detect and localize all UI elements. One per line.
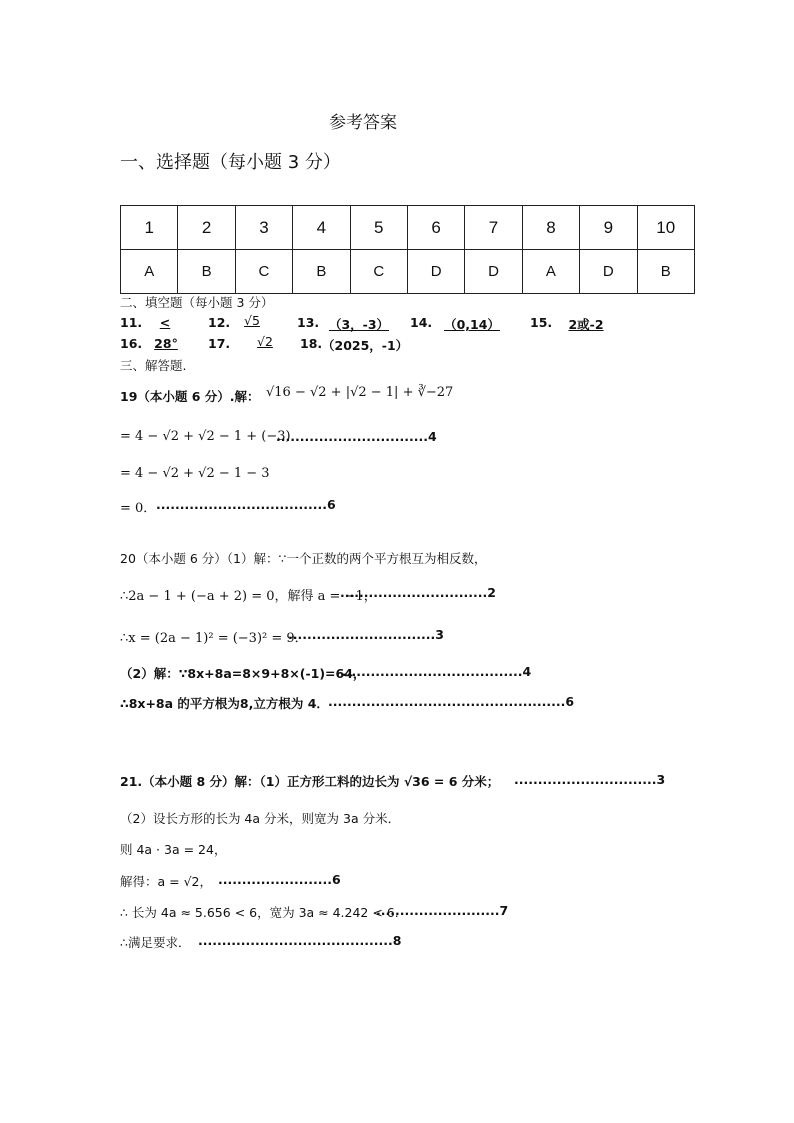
q-number: 10 <box>637 206 694 250</box>
q19-expression: √16 − √2 + |√2 − 1| + ∛−27 <box>266 385 454 400</box>
q16-answer: 28° <box>154 336 178 351</box>
q21-step2: 则 4a · 3a = 24， <box>120 842 227 857</box>
q-number: 5 <box>350 206 407 250</box>
answer-table <box>120 205 695 294</box>
q20-step2-points: ...............................3 <box>288 627 444 642</box>
q-number: 9 <box>580 206 637 250</box>
q11-answer: < <box>159 315 171 330</box>
q20-heading: 20（本小题 6 分）（1）解：∵一个正数的两个平方根互为相反数， <box>120 551 487 566</box>
q19-step1: = 4 − √2 + √2 − 1 + (−3) <box>120 429 291 444</box>
q19-step2: = 4 − √2 + √2 − 1 − 3 <box>120 466 270 481</box>
q-number: 2 <box>178 206 235 250</box>
q17-answer: √2 <box>257 334 273 349</box>
q20-step1: ∴2a − 1 + (−a + 2) = 0，解得 a = −1， <box>120 589 377 604</box>
q21-step1: （2）设长方形的长为 4a 分米，则宽为 3a 分米． <box>120 811 401 826</box>
q-answer: B <box>178 250 235 294</box>
q21-conclusion-points: .........................................8 <box>198 933 402 948</box>
q-answer: D <box>465 250 522 294</box>
q14-answer: （0,14） <box>444 317 500 332</box>
page-title: 参考答案 <box>329 113 397 133</box>
q-answer: C <box>235 250 292 294</box>
q19-step3: = 0． <box>120 501 157 516</box>
q21-step4: ∴ 长为 4a ≈ 5.656 < 6，宽为 3a ≈ 4.242 < 6. <box>120 905 399 920</box>
answer-table-number-row <box>121 206 695 250</box>
q-answer: B <box>293 250 350 294</box>
q17-number: 17. <box>208 336 231 351</box>
q21-step3: 解得：a = √2， <box>120 874 212 889</box>
q-answer: A <box>522 250 579 294</box>
q19-heading: 19（本小题 6 分）.解： <box>120 389 260 404</box>
q12-number: 12. <box>208 315 231 330</box>
q-number: 4 <box>293 206 350 250</box>
q20-step1-points: ...............................2 <box>340 585 496 600</box>
q21-heading: 21.（本小题 8 分）解：（1）正方形工料的边长为 √36 = 6 分米； <box>120 774 500 789</box>
q19-step1-points: ................................4 <box>276 429 437 444</box>
q21-step4-points: ..........................7 <box>376 903 509 918</box>
section1-heading: 一、选择题（每小题 3 分） <box>120 152 341 173</box>
q-answer: D <box>407 250 464 294</box>
q20-part2: （2）解：∵8x+8a=8×9+8×(-1)=64， <box>120 666 366 681</box>
q20-step2: ∴x = (2a − 1)² = (−3)² = 9． <box>120 631 308 646</box>
q20-part2-points: ......................................4 <box>342 664 532 679</box>
q20-result-points: ..................................................6 <box>328 694 575 709</box>
section2-heading: 二、填空题（每小题 3 分） <box>120 295 274 310</box>
q21-conclusion: ∴满足要求． <box>120 935 191 950</box>
q-answer: B <box>637 250 694 294</box>
q13-answer: （3，-3） <box>328 317 390 332</box>
q-answer: C <box>350 250 407 294</box>
q20-result: ∴8x+8a 的平方根为8,立方根为 4． <box>120 696 329 711</box>
q15-answer: 2或-2 <box>568 317 604 332</box>
q21-step3-points: ........................6 <box>218 872 341 887</box>
q16-number: 16. <box>120 336 143 351</box>
q-number: 6 <box>407 206 464 250</box>
section3-heading: 三、解答题. <box>120 358 187 373</box>
q-number: 7 <box>465 206 522 250</box>
q18-answer: （2025，-1） <box>322 338 409 353</box>
q-number: 8 <box>522 206 579 250</box>
q-answer: D <box>580 250 637 294</box>
answer-table-answer-row <box>121 250 695 294</box>
q12-answer: √5 <box>244 313 260 328</box>
q-number: 1 <box>121 206 178 250</box>
q11-number: 11. <box>120 315 143 330</box>
q21-heading-points: ..............................3 <box>514 772 666 787</box>
q19-step3-points: ....................................6 <box>156 497 336 512</box>
q18-number: 18. <box>300 336 323 351</box>
q15-number: 15. <box>530 315 553 330</box>
q13-number: 13. <box>297 315 320 330</box>
q14-number: 14. <box>410 315 433 330</box>
q-number: 3 <box>235 206 292 250</box>
q-answer: A <box>121 250 178 294</box>
